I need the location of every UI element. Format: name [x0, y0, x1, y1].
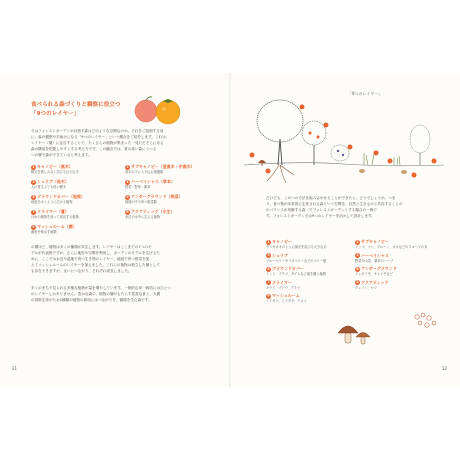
page-number: 21: [12, 366, 18, 371]
body-line: 多くのまちで見られる多様な植物が量を増やしています。一般的な単一栽培にはひとつ: [31, 286, 171, 290]
layer-desc: 野菜・野草・雑草: [125, 185, 151, 189]
body-line: だけども、このつの方法を組み合わせることができたら、どうでしょうか。つま: [266, 196, 396, 200]
layer-item: [125, 194, 211, 209]
page-number: 22: [442, 366, 448, 371]
layer-number: 4: [356, 253, 359, 257]
body-line: も存在できますが、互いにつながり、それぞれ成長しました。: [31, 269, 132, 273]
layer-name: アンダーグラウンド（根菜）: [131, 194, 183, 199]
layer-item: [31, 164, 117, 179]
layer-name: ハーベイシャス: [361, 252, 389, 258]
layer-number: 9: [32, 224, 35, 229]
layer-name: グラウンドカバー（地被）: [37, 194, 85, 199]
layer-desc: 人の背丈よりも低い樹木: [31, 185, 67, 189]
book-spread: [0, 73, 460, 387]
layer-number: 3: [267, 253, 270, 257]
layer-name: キャノピー: [272, 239, 292, 244]
section-title-line2: 「9つのレイヤー」: [31, 111, 80, 117]
layer-number: 1: [32, 164, 35, 169]
layer-number: 6: [126, 194, 129, 199]
body-line: の食料生産のため1種類の植物の栽培にはつながりを、循環を生む森です。: [31, 298, 152, 302]
body-paragraph-3: [31, 285, 211, 303]
layer-desc: ブルーベリーやラズベリーなどのベリー類: [266, 258, 327, 263]
layer-name: アンダーグラウンド: [361, 266, 397, 271]
layer-item: [125, 164, 211, 179]
layer-desc: 菌糸を伸ばす菌類: [31, 230, 57, 234]
section-title-line1: 食べられる森づくりと観察に役立つ: [31, 102, 121, 108]
body-line: のバランスが均衡する森（でフォレストガーデンとする場合の一例で: [266, 208, 377, 212]
layer-desc: 陽光を惜しみなく浴びる巨大な木: [31, 170, 79, 174]
right-layer-list: [266, 239, 441, 307]
layer-name: マッシュルーム（菌）: [37, 224, 77, 229]
layer-name: アクアティック（水生）: [131, 209, 175, 214]
layer-desc: 野菜や山菜、薬草のハーブ: [355, 258, 394, 263]
intro-paragraph: [31, 128, 211, 158]
layer-desc: ほかの植物を登って成長する植物: [31, 215, 79, 219]
layer-desc: リンゴ、ナシ、プルーン、カキなどのフルーツの木: [355, 245, 428, 249]
layer-item: [31, 209, 117, 224]
layer-number: 7: [32, 209, 35, 214]
intro-line: に、森の観察や手助けになる「9つのレイヤー」という観点をご紹介します。これは、: [31, 135, 170, 139]
body-line: めに、ここでは水辺や湿地で育つ生き物のレイヤー、地面で育つ根菜を加: [31, 257, 150, 261]
right-page: [230, 73, 460, 387]
body-paragraph-2: [31, 244, 211, 274]
forest-layers-illustration: [244, 95, 444, 190]
layer-name: シュラブ（低木）: [37, 179, 69, 184]
layer-name: キャノピー（高木）: [37, 164, 73, 169]
layer-desc: クリやカキのように陽光を浴びる大きな木: [266, 245, 327, 249]
body-line: のレイヤーしかありません。豊かな森の、植物の層がもたらす豊富な食と、人間: [31, 292, 161, 296]
layer-item: [355, 266, 441, 280]
body-line: えてマッシュルームのレイヤーを加えました。これらの植物は独立した層として: [31, 263, 160, 267]
mushroom-illustration: [334, 319, 374, 349]
layer-item: [355, 239, 441, 253]
layer-desc: クレソン、セリ: [355, 285, 378, 290]
layer-name: サブキャノピー: [361, 239, 389, 244]
layer-name: サブキャノピー（亜高木・中高木）: [131, 164, 195, 169]
layer-item: [31, 179, 117, 194]
layer-desc: 高木の下に入り込む果樹類: [125, 170, 164, 174]
layer-number: 5: [32, 194, 35, 199]
layer-desc: 地表をはうように広がる植物: [31, 200, 73, 204]
layer-number: 1: [267, 239, 270, 244]
layer-number: 8: [356, 280, 359, 284]
layer-item: [266, 280, 352, 294]
body-line: り、食べ物が本来的に生産される森という空間を、自然と生きものと共存することの: [266, 202, 403, 206]
body-line: す。フォレストガーデンでは9つのレイヤーを活かして設計します。: [266, 214, 375, 218]
layer-desc: キウイ、ブドウ、アケビ: [266, 285, 301, 290]
left-page: [0, 73, 230, 387]
layer-name: グラウンドカバー: [272, 266, 304, 271]
layer-item: [355, 253, 441, 267]
layer-number: 7: [267, 280, 270, 284]
body-line: デルが代表的ですが、さらに地形や空間を利用し、ガーデンのモデルを広げるた: [31, 251, 160, 255]
layer-name: マッシュルーム: [272, 293, 300, 298]
layer-item: [125, 209, 211, 224]
layer-number: 8: [126, 209, 129, 214]
intro-line: レイヤー（層）に注目することで、たくさんの植物が集まった一見ただそこにある: [31, 141, 164, 145]
layer-number: 2: [356, 239, 359, 244]
layer-number: 9: [267, 293, 270, 298]
layer-number: 2: [126, 164, 129, 169]
intro-line: つの層で森ができていると考えます。: [31, 153, 92, 157]
diagram-label: 「9つのレイヤー」: [348, 91, 383, 96]
layer-item: [355, 280, 441, 294]
layer-item: [31, 194, 117, 209]
intro-line: 森の構成を把握しやすくする考え方です。この観点では、質の高い森にうつる: [31, 147, 157, 151]
layer-desc: シイタケ、ヒラタケ、ナメコ: [266, 299, 307, 303]
layer-item: [31, 224, 117, 239]
layer-name: クライマー（蔓）: [37, 209, 69, 214]
layer-item: [266, 253, 352, 267]
layer-list: [31, 164, 211, 239]
layer-number: 5: [267, 266, 270, 271]
body-line: の層ほど、植物は多くの種類が共生します。レイヤーはここまでの7つのモ: [31, 245, 152, 249]
layer-desc: 水辺や水中に生える植物: [125, 215, 161, 219]
right-body-paragraph: [266, 195, 444, 219]
layer-item: [266, 293, 352, 307]
layer-name: シュラブ: [272, 252, 288, 258]
layer-number: 3: [32, 179, 35, 184]
layer-number: 6: [356, 266, 359, 271]
layer-item: [125, 179, 211, 194]
layer-name: アクアティック: [361, 279, 389, 285]
layer-number: 4: [126, 179, 129, 184]
layer-item: [266, 266, 352, 280]
layer-desc: ミント、イチゴ、タイムなど地を覆う植物: [266, 272, 326, 276]
layer-name: ハーベイシャス（草本）: [131, 179, 175, 184]
layer-item: [266, 239, 352, 253]
layer-desc: ジャガイモ、サトイモなど: [355, 272, 393, 276]
watercress-illustration: [412, 311, 442, 331]
layer-name: クライマー: [272, 279, 292, 285]
intro-line: ではフォレストガーデンが目指す森はどのような空間なのか。それをご説明する前: [31, 129, 164, 133]
layer-desc: 地面の中で育つ根菜類: [125, 200, 157, 204]
